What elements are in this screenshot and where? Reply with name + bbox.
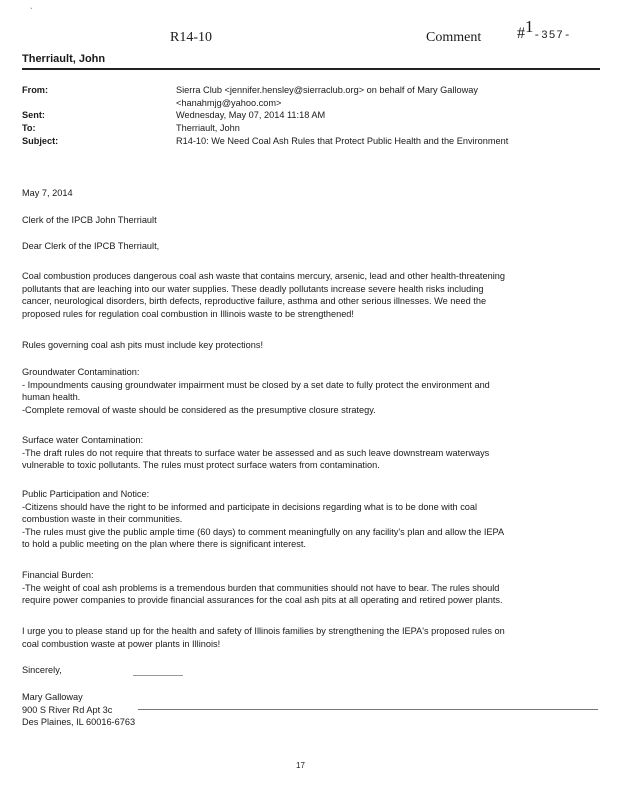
financial-line: require power companies to provide financial assurances for the coal ash pits at all operating and retired power plants. [22, 595, 503, 605]
surface-line: -The draft rules do not require that threats to surface water be assessed and as such leave downstream waterways [22, 447, 490, 458]
public-line: combustion waste in their communities. [22, 514, 183, 524]
surface-section [22, 434, 570, 472]
groundwater-heading: Groundwater Contamination: [22, 367, 140, 377]
signoff: Sincerely, [22, 665, 62, 675]
to-value: Therriault, John [176, 123, 240, 133]
signer-name: Mary Galloway [22, 692, 83, 702]
groundwater-line: - Impoundments causing groundwater impairment must be closed by a set date to fully protect the environment and [22, 379, 490, 390]
public-line: to hold a public meeting on the plan where there is significant interest. [22, 539, 306, 549]
header-divider [22, 68, 600, 70]
closing-line: coal combustion waste at power plants in Illinois! [22, 638, 221, 649]
intro-paragraph [22, 270, 570, 320]
closing-line: I urge you to please stand up for the health and safety of Illinois families by strengthening the IEPA's proposed rules on [22, 626, 505, 636]
signer-address-line-2: Des Plaines, IL 60016-6763 [22, 717, 136, 727]
sent-label: Sent: [22, 110, 45, 120]
subject-value: R14-10: We Need Coal Ash Rules that Protect Public Health and the Environment [176, 136, 509, 146]
comment-hash: # [517, 25, 525, 42]
letter-addressee: Clerk of the IPCB John Therriault [22, 215, 157, 225]
intro-line: Coal combustion produces dangerous coal ash waste that contains mercury, arsenic, lead and other health-threatening [22, 271, 505, 281]
sent-value: Wednesday, May 07, 2014 11:18 AM [176, 110, 326, 120]
public-line: -The rules must give the public ample time (60 days) to comment meaningfully on any facility's plan and allow the IEPA [22, 526, 505, 537]
page-number: 17 [296, 761, 305, 770]
comment-number [517, 17, 572, 43]
to-label: To: [22, 123, 36, 133]
intro-line: proposed rules for regulation coal combustion in Illinois waste to be strengthened! [22, 308, 354, 319]
financial-line: -The weight of coal ash problems is a tremendous burden that communities should not have to bear. The rules should [22, 582, 500, 593]
groundwater-section [22, 366, 570, 416]
intro-line: cancer, neurological disorders, birth defects, reproductive failure, asthma and other serious illnesses. We need the [22, 296, 487, 306]
redaction-line [133, 675, 183, 676]
public-section [22, 488, 570, 551]
groundwater-line: human health. [22, 392, 81, 402]
comment-number-rest: -357- [533, 30, 572, 42]
surface-line: vulnerable to toxic pollutants. The rules must protect surface waters from contamination. [22, 460, 380, 470]
public-line: -Citizens should have the right to be informed and participate in decisions regarding what is to be done with coal [22, 501, 478, 512]
closing-paragraph [22, 625, 570, 650]
redaction-line [138, 709, 598, 710]
comment-digit: 1 [525, 17, 534, 36]
from-line-1: Sierra Club <jennifer.hensley@sierraclub.org> on behalf of Mary Galloway [176, 85, 478, 95]
scan-mark: ` [30, 7, 33, 16]
docket-number: R14-10 [170, 30, 212, 45]
signer-address-line-1: 900 S River Rd Apt 3c [22, 704, 113, 715]
financial-heading: Financial Burden: [22, 570, 94, 580]
rules-intro: Rules governing coal ash pits must include key protections! [22, 340, 264, 350]
intro-line: pollutants that are leaching into our water supplies. These deadly pollutants increase severe health risks including [22, 283, 484, 294]
comment-label: Comment [426, 30, 482, 45]
from-label: From: [22, 85, 49, 95]
recipient-name: Therriault, John [22, 53, 106, 65]
letter-salutation: Dear Clerk of the IPCB Therriault, [22, 241, 160, 251]
subject-label: Subject: [22, 136, 59, 146]
public-heading: Public Participation and Notice: [22, 489, 150, 499]
financial-section [22, 569, 570, 607]
groundwater-line: -Complete removal of waste should be considered as the presumptive closure strategy. [22, 404, 376, 415]
from-line-2: <hanahmjg@yahoo.com> [176, 97, 282, 108]
surface-heading: Surface water Contamination: [22, 435, 144, 445]
letter-date: May 7, 2014 [22, 188, 73, 198]
from-value [176, 84, 596, 109]
